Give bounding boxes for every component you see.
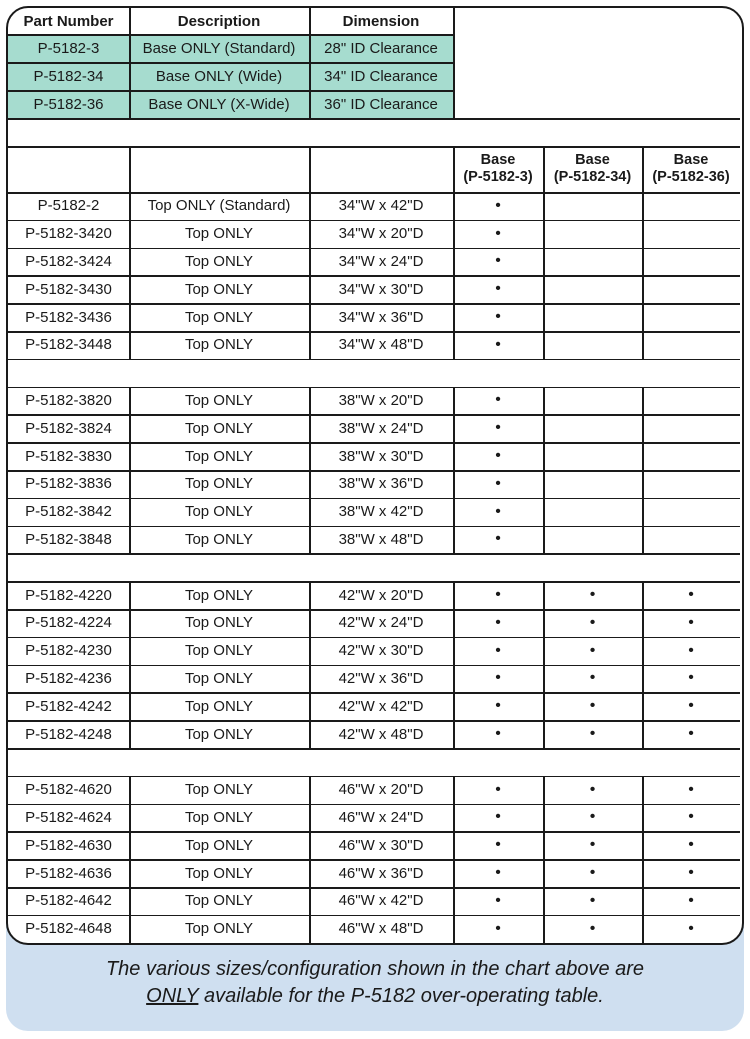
- row-divider: [8, 118, 740, 120]
- column-divider: [543, 146, 545, 192]
- column-divider: [642, 581, 644, 748]
- top-part-number: P-5182-3420: [25, 225, 112, 243]
- top-dimension: 34"W x 42"D: [338, 197, 424, 215]
- row-divider: [8, 553, 740, 555]
- top-description: Top ONLY: [184, 225, 254, 243]
- top-description: Top ONLY: [184, 447, 254, 465]
- base-dimension: 28" ID Clearance: [309, 34, 453, 62]
- top-description: Top ONLY: [184, 391, 254, 409]
- compatibility-empty: [642, 331, 740, 359]
- column-divider: [309, 8, 311, 118]
- empty-header-cell: [8, 146, 129, 192]
- compatibility-empty: [543, 526, 642, 554]
- compatibility-dot: •: [589, 836, 596, 854]
- compatibility-dot: •: [495, 697, 501, 715]
- compatibility-dot: •: [688, 586, 694, 604]
- top-description: Top ONLY: [184, 725, 254, 743]
- top-part-number: P-5182-3424: [25, 252, 112, 270]
- compatibility-dot: •: [688, 808, 694, 826]
- top-part-number: P-5182-4236: [25, 669, 112, 687]
- top-description: Top ONLY: [184, 280, 254, 298]
- top-part-number: P-5182-3448: [25, 336, 112, 354]
- base-description: Base ONLY (Wide): [129, 62, 309, 90]
- compatibility-dot: •: [589, 669, 596, 687]
- footnote-line-1: The various sizes/configuration shown in the chart above are: [105, 958, 645, 980]
- top-dimension: 38"W x 24"D: [338, 419, 424, 437]
- base-column-header: [642, 146, 740, 192]
- top-dimension: 38"W x 36"D: [338, 475, 424, 493]
- column-divider: [543, 581, 545, 748]
- top-dimension: 34"W x 20"D: [338, 225, 424, 243]
- top-description: Top ONLY: [184, 614, 254, 632]
- empty-header-cell: [309, 146, 453, 192]
- compatibility-empty: [642, 248, 740, 276]
- compatibility-chart: [6, 6, 744, 945]
- chart-grid: [8, 8, 742, 943]
- row-divider: [8, 748, 740, 750]
- compatibility-dot: •: [688, 669, 694, 687]
- top-dimension: 42"W x 24"D: [338, 614, 424, 632]
- compatibility-dot: •: [495, 335, 501, 353]
- compatibility-dot: •: [495, 586, 501, 604]
- top-dimension: 42"W x 42"D: [338, 697, 424, 715]
- compatibility-dot: •: [495, 224, 501, 242]
- compatibility-dot: •: [495, 308, 501, 326]
- top-part-number: P-5182-4230: [25, 642, 112, 660]
- column-divider: [642, 146, 644, 192]
- top-description: Top ONLY: [184, 781, 254, 799]
- compatibility-dot: •: [495, 725, 501, 743]
- compatibility-empty: [543, 470, 642, 498]
- column-divider: [543, 192, 545, 359]
- compatibility-dot: •: [589, 641, 596, 659]
- top-dimension: 38"W x 48"D: [338, 530, 424, 548]
- top-description: Top ONLY: [184, 308, 254, 326]
- row-divider: [8, 943, 740, 945]
- top-dimension: 34"W x 30"D: [338, 280, 424, 298]
- compatibility-empty: [642, 414, 740, 442]
- column-divider: [453, 776, 455, 943]
- column-divider: [453, 146, 455, 192]
- compatibility-dot: •: [688, 613, 694, 631]
- base-header-title: Base: [673, 152, 709, 168]
- column-divider: [129, 581, 131, 748]
- compatibility-dot: •: [495, 836, 501, 854]
- footnote: [0, 956, 750, 1010]
- compatibility-dot: •: [589, 613, 596, 631]
- compatibility-empty: [642, 498, 740, 526]
- compatibility-dot: •: [495, 447, 501, 465]
- compatibility-dot: •: [495, 613, 501, 631]
- top-part-number: P-5182-4624: [25, 808, 112, 826]
- compatibility-dot: •: [495, 502, 501, 520]
- top-description: Top ONLY: [184, 864, 254, 882]
- base-header-part: (P-5182-36): [652, 169, 730, 185]
- top-dimension: 42"W x 48"D: [338, 725, 424, 743]
- compatibility-empty: [543, 442, 642, 470]
- compatibility-empty: [543, 303, 642, 331]
- top-part-number: P-5182-3830: [25, 447, 112, 465]
- top-part-number: P-5182-4220: [25, 586, 112, 604]
- top-dimension: 46"W x 20"D: [338, 781, 424, 799]
- base-description: Base ONLY (Standard): [129, 34, 309, 62]
- top-dimension: 46"W x 42"D: [338, 892, 424, 910]
- compatibility-empty: [642, 470, 740, 498]
- compatibility-dot: •: [688, 725, 694, 743]
- compatibility-dot: •: [589, 864, 596, 882]
- top-part-number: P-5182-4642: [25, 892, 112, 910]
- column-divider: [309, 581, 311, 748]
- top-part-number: P-5182-3820: [25, 391, 112, 409]
- row-divider: [8, 90, 453, 92]
- top-dimension: 46"W x 24"D: [338, 808, 424, 826]
- top-part-number: P-5182-4620: [25, 781, 112, 799]
- base-column-header: [543, 146, 642, 192]
- top-description: Top ONLY: [184, 475, 254, 493]
- base-header-part: (P-5182-3): [463, 169, 533, 185]
- top-description: Top ONLY: [184, 586, 254, 604]
- top-description: Top ONLY: [184, 920, 254, 938]
- column-divider: [309, 387, 311, 554]
- column-divider: [309, 776, 311, 943]
- column-divider: [453, 387, 455, 554]
- top-dimension: 38"W x 20"D: [338, 391, 424, 409]
- empty-header-cell: [129, 146, 309, 192]
- compatibility-dot: •: [495, 252, 501, 270]
- top-dimension: 38"W x 30"D: [338, 447, 424, 465]
- column-divider: [453, 581, 455, 748]
- compatibility-dot: •: [495, 864, 501, 882]
- compatibility-empty: [642, 192, 740, 220]
- top-part-number: P-5182-4630: [25, 836, 112, 854]
- top-dimension: 42"W x 30"D: [338, 642, 424, 660]
- column-divider: [642, 192, 644, 359]
- top-part-number: P-5182-3824: [25, 419, 112, 437]
- top-description: Top ONLY: [184, 642, 254, 660]
- top-description: Top ONLY: [184, 697, 254, 715]
- top-description: Top ONLY (Standard): [147, 197, 291, 215]
- top-part-number: P-5182-2: [37, 197, 100, 215]
- compatibility-dot: •: [495, 474, 501, 492]
- column-divider: [309, 192, 311, 359]
- top-description: Top ONLY: [184, 503, 254, 521]
- column-divider: [642, 387, 644, 554]
- column-divider: [309, 146, 311, 192]
- top-description: Top ONLY: [184, 252, 254, 270]
- compatibility-empty: [543, 220, 642, 248]
- top-part-number: P-5182-4636: [25, 864, 112, 882]
- top-part-number: P-5182-4248: [25, 725, 112, 743]
- base-header-part: (P-5182-34): [553, 169, 632, 185]
- compatibility-dot: •: [495, 530, 501, 548]
- base-part: P-5182-34: [8, 62, 129, 90]
- compatibility-dot: •: [688, 836, 694, 854]
- compatibility-dot: •: [688, 864, 694, 882]
- top-dimension: 42"W x 20"D: [338, 586, 424, 604]
- base-dimension: 34" ID Clearance: [309, 62, 453, 90]
- compatibility-empty: [642, 303, 740, 331]
- column-divider: [129, 8, 131, 118]
- base-part: P-5182-36: [8, 90, 129, 118]
- base-column-header: [453, 146, 543, 192]
- top-dimension: 34"W x 48"D: [338, 336, 424, 354]
- base-header-title: Base: [480, 152, 516, 168]
- top-description: Top ONLY: [184, 892, 254, 910]
- compatibility-dot: •: [495, 669, 501, 687]
- column-divider: [543, 776, 545, 943]
- column-divider: [543, 387, 545, 554]
- top-part-number: P-5182-3430: [25, 280, 112, 298]
- column-divider: [129, 146, 131, 192]
- row-divider: [8, 34, 453, 36]
- top-dimension: 34"W x 36"D: [338, 308, 424, 326]
- compatibility-empty: [642, 220, 740, 248]
- compatibility-dot: •: [688, 641, 694, 659]
- base-header-title: Base: [575, 152, 610, 168]
- row-divider: [8, 62, 453, 64]
- compatibility-empty: [543, 331, 642, 359]
- column-divider: [453, 8, 455, 118]
- compatibility-empty: [543, 248, 642, 276]
- top-part-number: P-5182-4242: [25, 697, 112, 715]
- compatibility-empty: [543, 192, 642, 220]
- top-dimension: 42"W x 36"D: [338, 669, 424, 687]
- footnote-rest: available for the P-5182 over-operating table.: [198, 985, 604, 1007]
- compatibility-empty: [543, 275, 642, 303]
- base-dimension: 36" ID Clearance: [309, 90, 453, 118]
- compatibility-empty: [642, 526, 740, 554]
- compatibility-dot: •: [589, 586, 596, 604]
- top-description: Top ONLY: [184, 419, 254, 437]
- compatibility-dot: •: [495, 196, 501, 214]
- top-part-number: P-5182-4648: [25, 920, 112, 938]
- top-dimension: 46"W x 48"D: [338, 920, 424, 938]
- top-dimension: 34"W x 24"D: [338, 252, 424, 270]
- top-part-number: P-5182-3836: [25, 475, 112, 493]
- top-description: Top ONLY: [184, 808, 254, 826]
- top-part-number: P-5182-4224: [25, 614, 112, 632]
- base-part: P-5182-3: [8, 34, 129, 62]
- column-divider: [453, 192, 455, 359]
- base-description: Base ONLY (X-Wide): [129, 90, 309, 118]
- compatibility-dot: •: [495, 280, 501, 298]
- top-description: Top ONLY: [184, 836, 254, 854]
- top-description: Top ONLY: [184, 530, 254, 548]
- compatibility-dot: •: [495, 780, 501, 798]
- row-divider: [8, 359, 740, 361]
- compatibility-empty: [543, 387, 642, 415]
- compatibility-dot: •: [495, 641, 501, 659]
- column-divider: [129, 776, 131, 943]
- compatibility-dot: •: [495, 891, 501, 909]
- compatibility-dot: •: [495, 419, 501, 437]
- top-dimension: 46"W x 36"D: [338, 864, 424, 882]
- compatibility-dot: •: [589, 697, 596, 715]
- compatibility-dot: •: [495, 391, 501, 409]
- compatibility-empty: [642, 442, 740, 470]
- compatibility-dot: •: [688, 780, 694, 798]
- description-header: Description: [177, 12, 261, 30]
- compatibility-dot: •: [589, 919, 596, 937]
- top-part-number: P-5182-3436: [25, 308, 112, 326]
- top-description: Top ONLY: [184, 336, 254, 354]
- compatibility-dot: •: [688, 697, 694, 715]
- part-number-header: Part Number: [23, 12, 114, 30]
- column-divider: [129, 387, 131, 554]
- compatibility-dot: •: [589, 725, 596, 743]
- compatibility-empty: [642, 387, 740, 415]
- footnote-emphasis: ONLY: [146, 985, 199, 1007]
- top-dimension: 38"W x 42"D: [338, 503, 424, 521]
- compatibility-empty: [543, 414, 642, 442]
- top-description: Top ONLY: [184, 669, 254, 687]
- compatibility-dot: •: [688, 919, 694, 937]
- top-part-number: P-5182-3842: [25, 503, 112, 521]
- dimension-header: Dimension: [342, 12, 420, 30]
- compatibility-empty: [543, 498, 642, 526]
- compatibility-dot: •: [589, 780, 596, 798]
- compatibility-dot: •: [589, 808, 596, 826]
- compatibility-dot: •: [688, 891, 694, 909]
- compatibility-empty: [642, 275, 740, 303]
- compatibility-dot: •: [589, 891, 596, 909]
- compatibility-dot: •: [495, 808, 501, 826]
- top-dimension: 46"W x 30"D: [338, 836, 424, 854]
- column-divider: [129, 192, 131, 359]
- top-part-number: P-5182-3848: [25, 530, 112, 548]
- column-divider: [642, 776, 644, 943]
- footnote-line-2: [0, 983, 750, 1010]
- compatibility-dot: •: [495, 919, 501, 937]
